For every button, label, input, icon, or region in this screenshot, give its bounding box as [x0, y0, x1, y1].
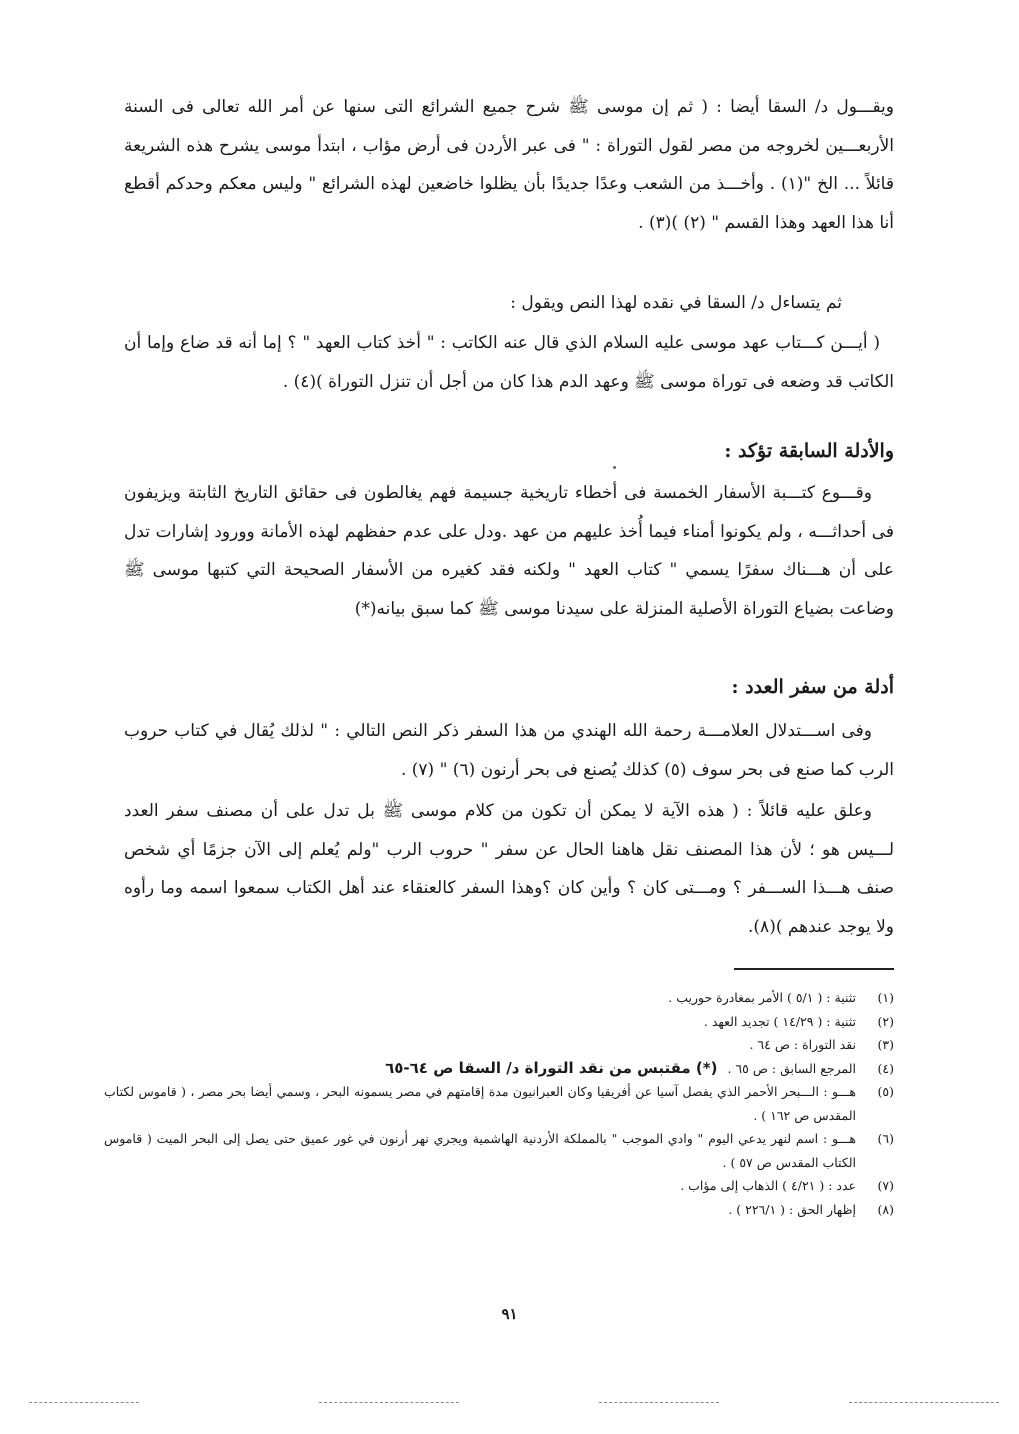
footnote — [104, 1174, 894, 1198]
footnote-number: (٥) — [877, 1084, 894, 1099]
footnote — [104, 1127, 894, 1174]
scan-artifact — [849, 1402, 999, 1403]
paragraph-text: ويقـــول د/ السقا أيضا : ( ثم إن موسى ﷺ شرح جميع الشرائع التى سنها عن أمر الله تعالى فى السنة الأربعـــين لخروجه من مصر لقول التوراة : " فى عبر الأردن فى أرض مؤاب ، ابتدأ موسى يشرح هذه الشريعة قائلاً ... الخ "(١) . وأخـــذ من الشعب وعدًا جديدًا بأن يظلوا خاضعين لهذه الشرائع " وليس معكم وحدكم أقطع أنا هذا العهد وهذا القسم " (٢) )(٣) . — [124, 97, 894, 233]
footnote-number: (٤) — [877, 1060, 894, 1076]
paragraph-hindi — [124, 712, 894, 789]
footnote-text: هـــو : الـــبحر الأحمر الذي يفصل آسيا عن أفريقيا وكان العبرانيون مدة إقامتهم في مصر يسمونه البحر ، وسمي أيضا بحر مصر ، ( قاموس لكتاب المقدس ص ١٦٢ ) . — [104, 1084, 856, 1123]
footnote-text: هـــو : اسم لنهر يدعي اليوم " وادي الموجب " بالمملكة الأردنية الهاشمية ويجري نهر أرنون في غور عميق حتى يصل إلى البحر الميت ( قاموس الكتاب المقدس ص ٥٧ ) . — [104, 1131, 856, 1170]
paragraph-quote-saqqa-2 — [124, 324, 894, 401]
scan-artifact — [319, 1402, 459, 1403]
paragraph-saqqa-question — [124, 284, 894, 323]
footnote-number: (٢) — [877, 1013, 894, 1029]
footnote-text: تثنية : ( ٥/١ ) الأمر بمغادرة حوريب . — [668, 990, 856, 1005]
footnote-number: (٦) — [877, 1131, 894, 1146]
paragraph-comment — [124, 792, 894, 946]
section-heading: أدلة من سفر العدد : — [731, 676, 894, 698]
paragraph-quote-saqqa-1 — [124, 88, 894, 242]
footnote-text: نقد التوراة : ص ٦٤ . — [749, 1037, 856, 1052]
section-heading: والأدلة السابقة تؤكد : — [724, 440, 894, 462]
section-heading-numbers — [124, 672, 894, 702]
footnote — [104, 986, 894, 1010]
scan-artifact — [599, 1402, 719, 1403]
footnote — [104, 1080, 894, 1127]
footnote-number: (٨) — [877, 1201, 894, 1217]
footnote — [104, 1198, 894, 1222]
footnote-number: (٧) — [877, 1178, 894, 1193]
footnote-text: عدد : ( ٤/٢١ ) الذهاب إلى مؤاب . — [680, 1178, 856, 1193]
footnote — [104, 1057, 894, 1081]
paragraph-text: وعلق عليه قائلاً : ( هذه الآية لا يمكن أن تكون من كلام موسى ﷺ بل تدل على أن مصنف سفر العدد لـــيس هو ؛ لأن هذا المصنف نقل هاهنا الحال عن سفر " حروب الرب "ولم يُعلم إلى الآن جزمًا أي شخص صنف هـــذا الســـفر ؟ ومـــتى كان ؟ وأين كان ؟وهذا السفر كالعنقاء عند أهل الكتاب سمعوا اسمه وما رأوه ولا يوجد عندهم )(٨). — [124, 801, 894, 937]
paragraph-text: ( أيـــن كـــتاب عهد موسى عليه السلام الذي قال عنه الكاتب : " أخذ كتاب العهد " ؟ إما أنه قد ضاع وإما أن الكاتب قد وضعه فى توراة موسى ﷺ وعهد الدم هذا كان من أجل أن تنزل التوراة )(٤) . — [124, 333, 894, 392]
scan-speck — [613, 466, 616, 469]
paragraph-text: ثم يتساءل د/ السقا في نقده لهذا النص ويقول : — [510, 293, 842, 313]
footnote — [104, 1010, 894, 1034]
paragraph-evidence — [124, 474, 894, 628]
footnote-divider — [734, 968, 894, 970]
handwritten-note: (*) مقتبس من نقد التوراة د/ السقا ص ٦٤-٦٥ — [385, 1058, 718, 1077]
paragraph-text: وقـــوع كتـــبة الأسفار الخمسة فى أخطاء تاريخية جسيمة فهم يغالطون فى حقائق التاريخ الثابتة ويزيفون فى أحداثـــه ، ولم يكونوا أمناء فيما أُخذ عليهم من عهد .ودل على عدم حفظهم لهذه الأمانة وورود إشارات تدل على أن هـــناك سفرًا يسمي " كتاب العهد " ولكنه فقد كغيره من الأسفار الصحيحة التي كتبها موسى ﷺ وضاعت بضياع التوراة الأصلية المنزلة على سيدنا موسى ﷺ كما سبق بيانه(*) — [124, 483, 894, 619]
footnote-text-main: المرجع السابق : ص ٦٥ . — [727, 1060, 856, 1076]
footnote-text: إظهار الحق : ( ٢٢٦/١ ) . — [728, 1201, 856, 1217]
footnote-number: (٣) — [877, 1037, 894, 1052]
footnote-number: (١) — [877, 990, 894, 1005]
page-number: ٩١ — [501, 1305, 518, 1323]
footnotes — [104, 986, 894, 1221]
paragraph-text: وفى اســـتدلال العلامـــة رحمة الله الهندي من هذا السفر ذكر النص التالي : " لذلك يُقال في كتاب حروب الرب كما صنع فى بحر سوف (٥) كذلك يُصنع فى بحر أرنون (٦) " (٧) . — [124, 721, 894, 780]
scan-artifact — [29, 1402, 139, 1403]
footnote-text: تثنية : ( ١٤/٢٩ ) تجديد العهد . — [703, 1013, 856, 1029]
footnote — [104, 1033, 894, 1057]
footnote-text — [104, 1057, 856, 1081]
section-heading-evidence — [124, 436, 894, 466]
